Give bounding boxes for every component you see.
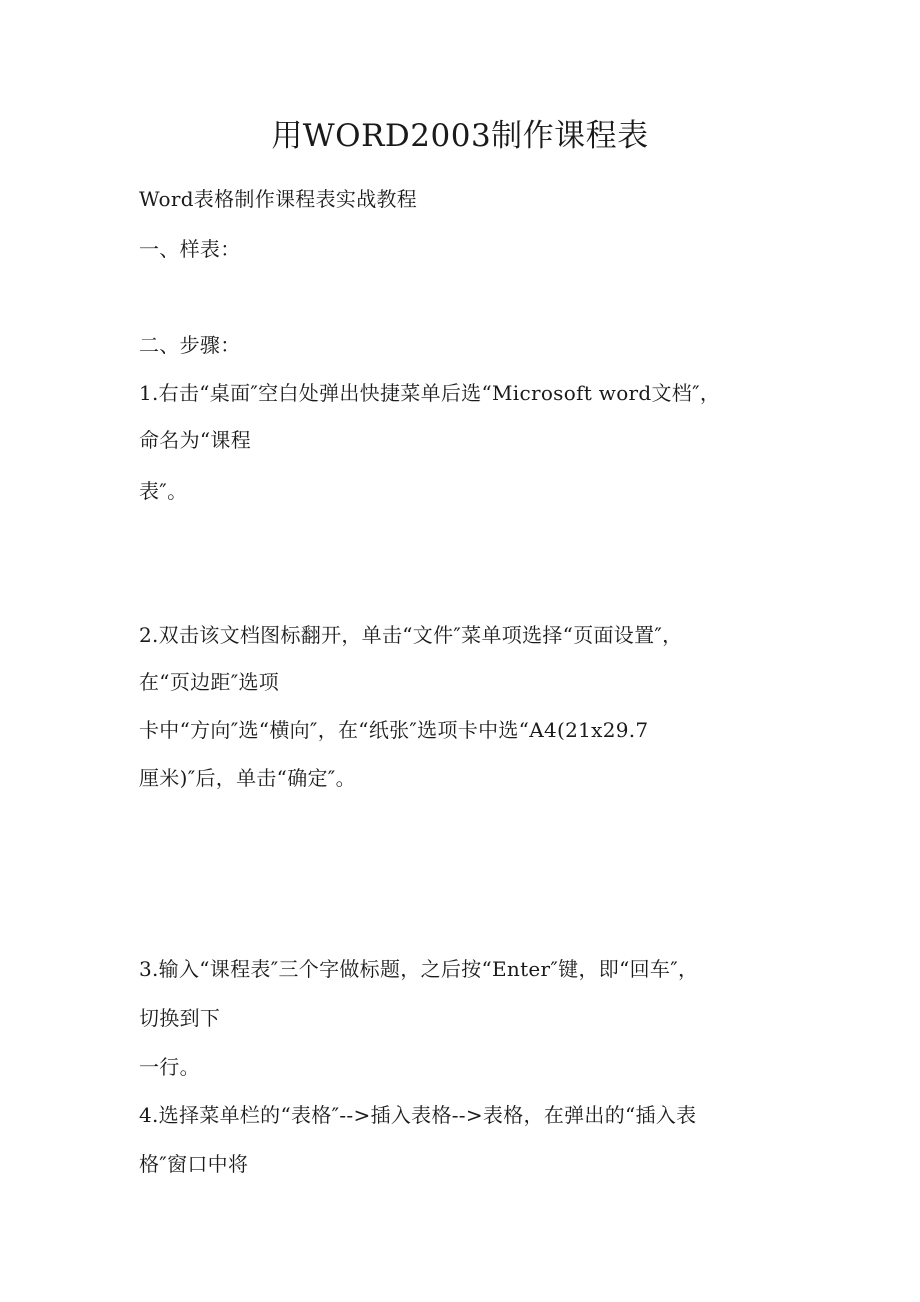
step1-line3: 表″。 (139, 479, 188, 503)
step4-line1: 4.选择菜单栏的“表格″-->插入表格-->表格，在弹出的“插入表 (139, 1103, 697, 1127)
step4-line2: 格″窗口中将 (139, 1152, 249, 1176)
document-subtitle: Word表格制作课程表实战教程 (139, 187, 418, 211)
step1-line1: 1.右击“桌面″空白处弹出快捷菜单后选“Microsoft word文档″， (139, 381, 721, 405)
step1-line2: 命名为“课程 (139, 428, 252, 452)
document-title: 用WORD2003制作课程表 (271, 118, 649, 154)
section-sample-heading: 一、样表： (139, 237, 241, 261)
step2-line1: 2.双击该文档图标翻开，单击“文件″菜单项选择“页面设置″， (139, 623, 683, 647)
step2-line2: 在“页边距″选项 (139, 670, 280, 694)
step2-line4: 厘米)″后，单击“确定″。 (139, 766, 356, 790)
step3-line2: 切换到下 (139, 1006, 221, 1030)
section-steps-heading: 二、步骤： (139, 333, 241, 357)
step2-line3: 卡中“方向″选“横向″，在“纸张″选项卡中选“A4(21ⅹ29.7 (139, 718, 649, 742)
step3-line1: 3.输入“课程表″三个字做标题，之后按“Enter″键，即“回车″， (139, 957, 699, 981)
step3-line3: 一行。 (139, 1055, 200, 1079)
